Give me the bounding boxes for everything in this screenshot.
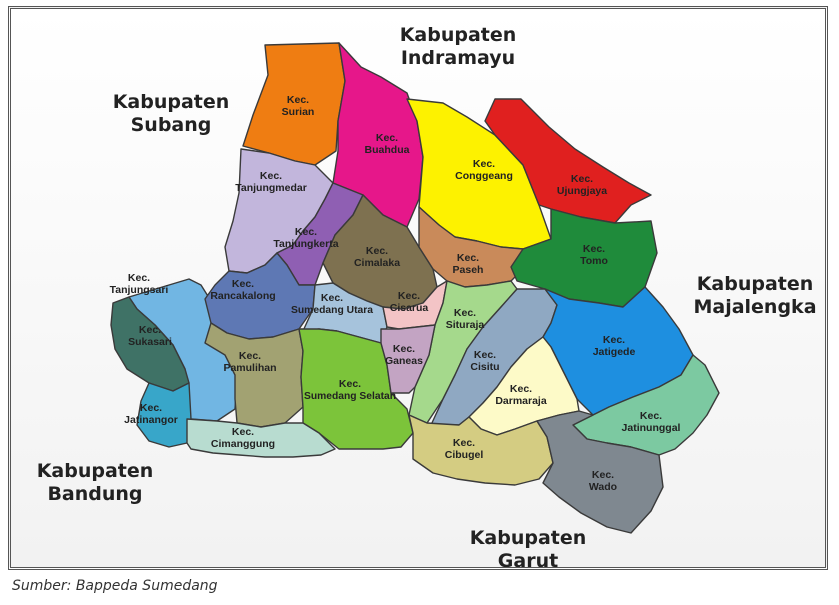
kec-label-tanjungsari: Kec. Tanjungsari	[109, 272, 169, 296]
kec-label-sumedang-utara-name: Sumedang Utara	[291, 304, 374, 316]
kab-label-subang: Kabupaten Subang	[112, 91, 230, 136]
kec-label-jatinunggal: Kec. Jatinunggal	[621, 410, 681, 434]
kec-label-cibugel: Kec. Cibugel	[444, 437, 484, 461]
kec-label-cisarua: Kec. Cisarua	[389, 290, 429, 314]
kab-label-indramayu: Kabupaten Indramayu	[399, 24, 517, 69]
kec-label-wado: Kec. Wado	[588, 469, 618, 493]
kec-label-ganeas: Kec. Ganeas	[385, 343, 423, 367]
kec-label-sumedang-utara: Kec.	[320, 292, 344, 304]
kec-label-buahdua: Kec. Buahdua	[364, 132, 410, 156]
kec-label-cisitu: Kec. Cisitu	[470, 349, 500, 373]
sumedang-district-map	[11, 9, 825, 567]
map-frame	[8, 6, 828, 570]
kec-label-situraja: Kec. Situraja	[445, 307, 485, 331]
kec-label-tomo: Kec. Tomo	[580, 243, 608, 267]
kec-label-ujungjaya: Kec. Ujungjaya	[556, 173, 608, 197]
kab-label-bandung: Kabupaten Bandung	[36, 460, 154, 505]
kec-label-pamulihan: Kec. Pamulihan	[223, 350, 277, 374]
kec-label-surian: Kec. Surian	[281, 94, 315, 118]
kec-label-darmaraja: Kec. Darmaraja	[495, 383, 547, 407]
kec-label-cimalaka: Kec. Cimalaka	[353, 245, 401, 269]
kab-label-garut: Kabupaten Garut	[469, 527, 587, 567]
kec-label-paseh: Kec. Paseh	[452, 252, 484, 276]
kab-label-majalengka: Kabupaten Majalengka	[693, 273, 817, 318]
kec-label-sukasari: Kec. Sukasari	[128, 324, 172, 348]
source-caption: Sumber: Bappeda Sumedang	[12, 578, 218, 594]
kec-label-rancakalong: Kec. Rancakalong	[210, 278, 276, 302]
kec-label-jatinangor: Kec. Jatinangor	[124, 402, 178, 426]
kec-label-sumedang-selatan: Kec.	[338, 378, 362, 390]
kec-label-conggeang: Kec. Conggeang	[455, 158, 513, 182]
kec-label-tanjungkerta: Kec. Tanjungkerta	[273, 226, 339, 250]
kec-label-cimanggung: Kec. Cimanggung	[210, 426, 276, 450]
kec-label-sumedang-selatan-name: Sumedang Selatan	[304, 390, 396, 402]
kec-label-jatigede: Kec. Jatigede	[592, 334, 636, 358]
kec-label-tanjungmedar: Kec. Tanjungmedar	[235, 170, 307, 194]
